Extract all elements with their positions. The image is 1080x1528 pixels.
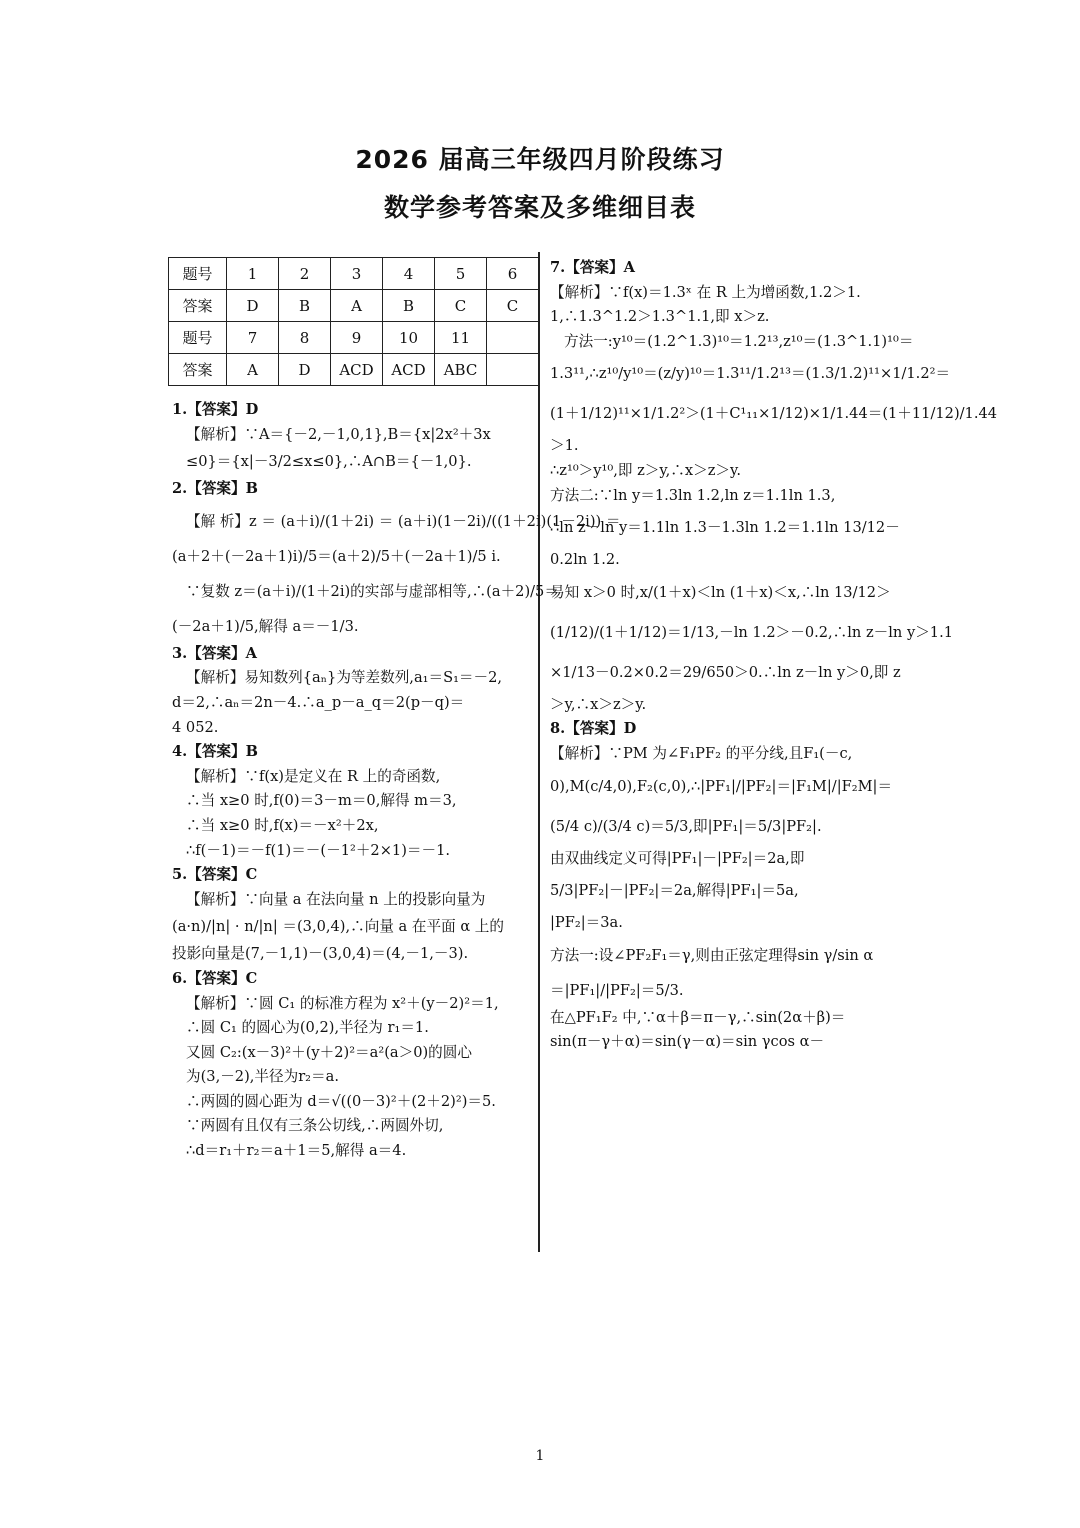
table-cell: 9 [331,322,383,354]
table-cell: 6 [487,258,539,290]
solution-line: ∴两圆的圆心距为 d＝√((0－3)²＋(2＋2)²)＝5. [186,1092,496,1110]
solution-line: 【解析】∵f(x)＝1.3ˣ 在 R 上为增函数,1.2＞1. [550,283,861,301]
table-row [169,354,539,386]
solution-line: 【解析】∵PM 为∠F₁PF₂ 的平分线,且F₁(－c, [550,744,853,762]
solution-line: ∴当 x≥0 时,f(0)＝3－m＝0,解得 m＝3, [186,792,457,810]
answer-heading-7: 7.【答案】A [550,259,635,276]
solution-line: (a＋2＋(－2a＋1)i)/5＝(a＋2)/5＋(－2a＋1)/5 i. [172,547,501,565]
solution-line: ∴f(－1)＝－f(1)＝－(－1²＋2×1)＝－1. [186,841,451,859]
solution-line: 【解析】易知数列{aₙ}为等差数列,a₁＝S₁＝－2, [186,669,503,687]
table-cell: ABC [435,354,487,386]
solution-line: (1＋1/12)¹¹×1/1.2²＞(1＋C¹₁₁×1/12)×1/1.44＝(1＋11/12)/1.44 [550,405,998,423]
solution-line: 在△PF₁F₂ 中,∵α＋β＝π－γ,∴sin(2α＋β)＝ [550,1008,846,1026]
table-cell: 1 [227,258,279,290]
table-cell [487,322,539,354]
table-header-cell: 答案 [169,354,227,386]
solution-line: 5/3|PF₂|－|PF₂|＝2a,解得|PF₁|＝5a, [550,882,799,900]
table-cell [487,354,539,386]
solution-line: 又圆 C₂:(x－3)²＋(y＋2)²＝a²(a＞0)的圆心 [186,1043,472,1061]
solution-line: 由双曲线定义可得|PF₁|－|PF₂|＝2a,即 [550,849,805,867]
table-cell: ACD [383,354,435,386]
answer-heading-3: 3.【答案】A [172,644,257,662]
solution-line: (5/4 c)/(3/4 c)＝5/3,即|PF₁|＝5/3|PF₂|. [550,817,822,835]
table-row [169,258,539,290]
solution-line: 0.2ln 1.2. [550,551,620,569]
solution-line: ∴圆 C₁ 的圆心为(0,2),半径为 r₁＝1. [186,1019,429,1037]
solution-line: 【解析】∵向量 a 在法向量 n 上的投影向量为 [186,890,486,908]
solution-line: ＝|PF₁|/|PF₂|＝5/3. [550,981,684,999]
table-cell: 4 [383,258,435,290]
table-row [169,290,539,322]
column-divider [538,252,540,1252]
solution-line: 方法二:∵ln y＝1.3ln 1.2,ln z＝1.1ln 1.3, [550,486,836,504]
table-cell: A [331,290,383,322]
solution-line: ∴当 x≥0 时,f(x)＝－x²＋2x, [186,816,379,834]
table-cell: 3 [331,258,383,290]
answer-heading-8: 8.【答案】D [550,720,637,738]
table-cell: B [383,290,435,322]
solution-line: ∴z¹⁰＞y¹⁰,即 z＞y,∴x＞z＞y. [550,461,741,479]
table-cell: 10 [383,322,435,354]
answer-heading-4: 4.【答案】B [172,743,258,761]
table-cell: A [227,354,279,386]
table-cell: 2 [279,258,331,290]
table-cell: C [487,290,539,322]
solution-line: 1,∴1.3^1.2＞1.3^1.1,即 x＞z. [550,308,770,326]
solution-line: 为(3,－2),半径为r₂＝a. [186,1068,339,1086]
table-cell: D [279,354,331,386]
solution-line: ∴d＝r₁＋r₂＝a＋1＝5,解得 a＝4. [186,1142,407,1160]
solution-line: ×1/13－0.2×0.2＝29/650＞0.∴ln z－ln y＞0,即 z [550,663,901,681]
table-cell: 7 [227,322,279,354]
solution-line: 【解析】∵f(x)是定义在 R 上的奇函数, [186,767,441,785]
table-cell: ACD [331,354,383,386]
answer-table [168,257,539,386]
solution-line: 【解析】∵圆 C₁ 的标准方程为 x²＋(y－2)²＝1, [186,994,499,1012]
page-subtitle: 数学参考答案及多维细目表 [383,193,696,222]
solution-line: ＞y,∴x＞z＞y. [550,695,647,713]
solution-line: d＝2,∴aₙ＝2n－4.∴a_p－a_q＝2(p－q)＝ [172,693,465,711]
solution-line: 方法一:y¹⁰＝(1.2^1.3)¹⁰＝1.2¹³,z¹⁰＝(1.3^1.1)¹⁰＝ [564,332,914,350]
solution-line: (1/12)/(1＋1/12)＝1/13,－ln 1.2＞－0.2,∴ln z－ln y＞1.1 [550,623,953,641]
solution-line: 4 052. [172,718,219,736]
solution-line: 投影向量是(7,－1,1)－(3,0,4)＝(4,－1,－3). [172,945,469,963]
table-cell: B [279,290,331,322]
page-title: 2026 届高三年级四月阶段练习 [355,145,725,174]
solution-line: ∴ln z－ln y＝1.1ln 1.3－1.3ln 1.2＝1.1ln 13/12－ [550,519,900,537]
solution-line: ∵复数 z＝(a＋i)/(1＋2i)的实部与虚部相等,∴(a＋2)/5＝ [186,582,559,600]
table-header-cell: 答案 [169,290,227,322]
solution-line: ∵两圆有且仅有三条公切线,∴两圆外切, [186,1117,444,1135]
solution-line: (a·n)/|n| · n/|n| ＝(3,0,4),∴向量 a 在平面 α 上的 [172,918,504,936]
solution-line: 【解 析】z ＝ (a＋i)/(1＋2i) ＝ (a＋i)(1－2i)/((1＋2i)(1－2i)) ＝ [186,512,621,530]
table-header-cell: 题号 [169,258,227,290]
table-cell: 11 [435,322,487,354]
solution-line: sin(π－γ＋α)＝sin(γ－α)＝sin γcos α－ [550,1033,825,1051]
table-cell: 8 [279,322,331,354]
solution-line: 1.3¹¹,∴z¹⁰/y¹⁰＝(z/y)¹⁰＝1.3¹¹/1.2¹³＝(1.3/1.2)¹¹×1/1.2²＝ [550,365,951,383]
solution-line: 0),M(c/4,0),F₂(c,0),∴|PF₁|/|PF₂|＝|F₁M|/|F₂M|＝ [550,777,893,795]
table-cell: 5 [435,258,487,290]
page-number: 1 [535,1448,545,1464]
answer-heading-6: 6.【答案】C [172,969,258,987]
table-row [169,322,539,354]
table-cell: D [227,290,279,322]
table-header-cell: 题号 [169,322,227,354]
solution-line: |PF₂|＝3a. [550,914,623,932]
answer-heading-2: 2.【答案】B [172,480,258,498]
solution-line: ≤0}＝{x|－3/2≤x≤0},∴A∩B＝{－1,0}. [186,453,472,471]
right-column [550,256,998,1055]
solution-line: 方法一:设∠PF₂F₁＝γ,则由正弦定理得sin γ/sin α [550,946,874,964]
table-cell: C [435,290,487,322]
solution-line: ＞1. [550,437,579,455]
solution-line: 易知 x＞0 时,x/(1＋x)＜ln (1＋x)＜x,∴ln 13/12＞ [550,583,891,601]
answer-heading-1: 1.【答案】D [172,401,259,418]
solution-line: (－2a＋1)/5,解得 a＝－1/3. [172,617,359,635]
solution-line: 【解析】∵A＝{－2,－1,0,1},B＝{x|2x²＋3x [186,425,491,443]
answer-heading-5: 5.【答案】C [172,866,258,884]
